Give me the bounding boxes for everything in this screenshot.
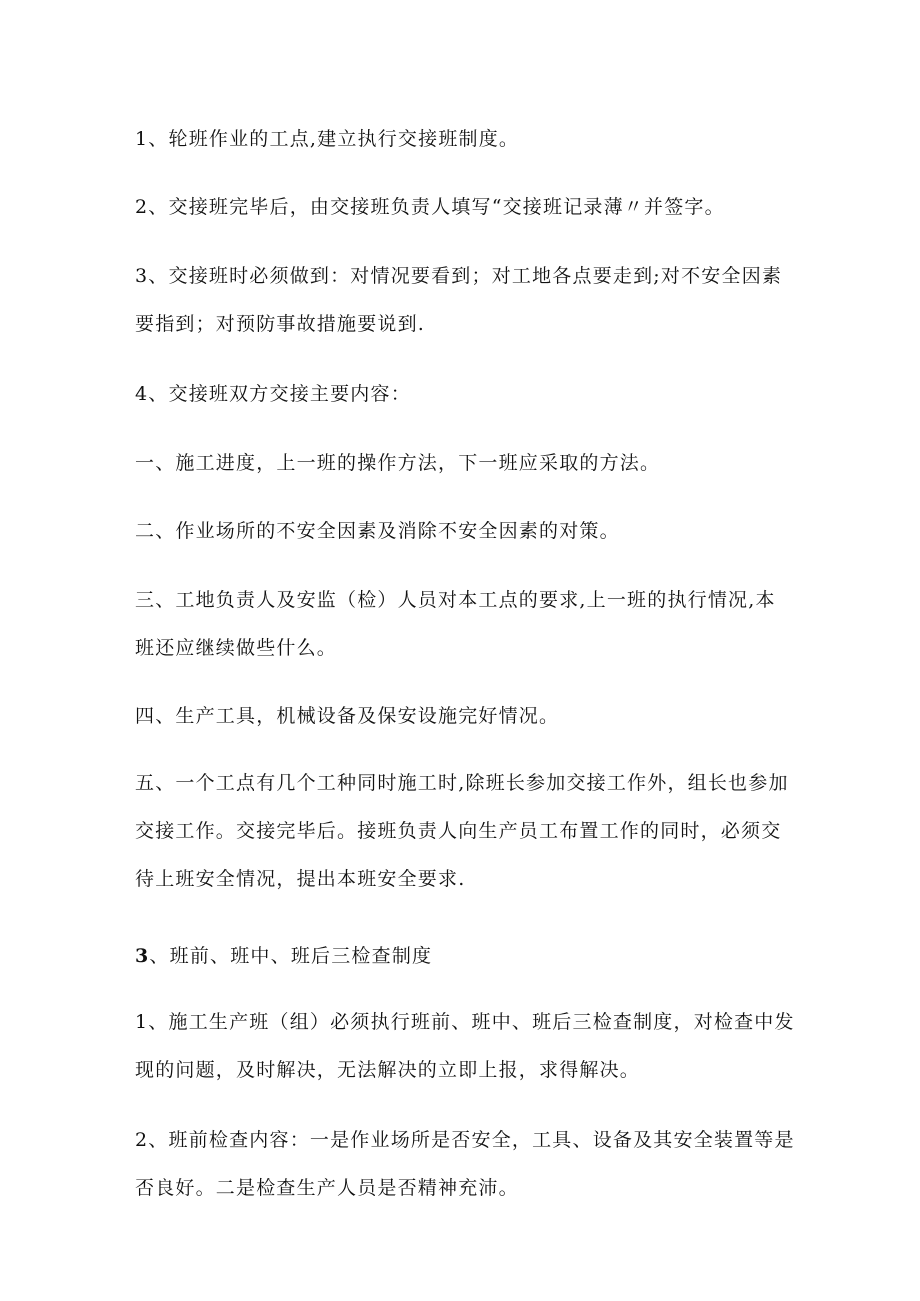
paragraph-5: [135, 439, 795, 487]
paragraph-8: [135, 692, 795, 740]
text-line: 要指到；对预防事故措施要说到.: [135, 313, 426, 335]
text-line: 3、交接班时必须做到：对情况要看到；对工地各点要走到;对不安全因素: [135, 265, 783, 287]
text-line: 一、施工进度，上一班的操作方法，下一班应采取的方法。: [135, 452, 661, 474]
text-line: 班还应继续做些什么。: [135, 637, 338, 659]
section-number: 3: [135, 945, 150, 967]
paragraph-1: [135, 115, 795, 163]
text-line: 五、一个工点有几个工种同时施工时,除班长参加交接工作外，组长也参加: [135, 772, 789, 794]
section-heading: [135, 932, 795, 980]
paragraph-2: [135, 183, 795, 231]
paragraph-3: [135, 252, 795, 348]
text-line: 三、工地负责人及安监（检）人员对本工点的要求,上一班的执行情况,本: [135, 589, 776, 611]
heading-line: [135, 932, 795, 980]
text-line: 四、生产工具，机械设备及保安设施完好情况。: [135, 705, 560, 727]
text-line: 现的问题，及时解决，无法解决的立即上报，求得解决。: [135, 1059, 641, 1081]
text-line: 2、班前检查内容：一是作业场所是否安全，工具、设备及其安全装置等是: [135, 1129, 795, 1151]
paragraph-4: [135, 370, 795, 418]
text-line: 2、交接班完毕后，由交接班负责人填写“交接班记录薄〃并签字。: [135, 196, 725, 218]
paragraph-7: [135, 576, 795, 672]
section-title: 、班前、班中、班后三检查制度: [149, 945, 433, 967]
text-line: 1、施工生产班（组）必须执行班前、班中、班后三检查制度，对检查中发: [135, 1011, 795, 1033]
text-line: 交接工作。交接完毕后。接班负责人向生产员工布置工作的同时，必须交: [135, 820, 782, 842]
section-paragraph-2: [135, 1116, 795, 1212]
text-line: 1、轮班作业的工点,建立执行交接班制度。: [135, 128, 520, 150]
text-line: 待上班安全情况，提出本班安全要求.: [135, 868, 466, 890]
text-line: 4、交接班双方交接主要内容：: [135, 383, 411, 405]
section-paragraph-1: [135, 998, 795, 1094]
text-line: 否良好。二是检查生产人员是否精神充沛。: [135, 1177, 519, 1199]
text-line: 二、作业场所的不安全因素及消除不安全因素的对策。: [135, 520, 620, 542]
paragraph-6: [135, 507, 795, 555]
paragraph-9: [135, 759, 795, 903]
